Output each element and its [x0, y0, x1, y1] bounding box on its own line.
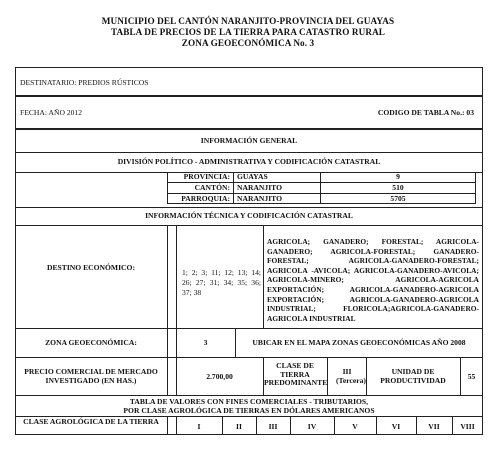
destinatario-text: DESTINATARIO: PREDIOS RÚSTICOS [20, 78, 149, 87]
clase-tierra-value: III (Tercera) [336, 367, 366, 385]
provincia-value: GUAYAS [237, 172, 268, 181]
canton-value: NARANJITO [237, 183, 283, 192]
destino-codes: 1; 2; 3; 11; 12; 13; 14; 26; 27; 31; 34; 35; 36; 37; 38 [182, 268, 261, 297]
title-municipio: MUNICIPIO DEL CANTÓN NARANJITO-PROVINCIA DEL GUAYAS [101, 16, 395, 26]
zona-label: ZONA GEOECONÓMICA: [45, 338, 137, 347]
parroquia-code: 5705 [390, 194, 406, 203]
clase-vii: VII [428, 422, 440, 431]
provincia-code: 9 [396, 172, 400, 181]
canton-label: CANTÓN: [194, 183, 230, 192]
canton-code: 510 [392, 183, 404, 192]
clase-vi: VI [391, 422, 401, 431]
destino-descripcion: AGRICOLA; GANADERO; FORESTAL; AGRICOLA-GANADERO; AGRICOLA-FORESTAL; GANADERO-FORESTAL; AGRICOLA-GANADERO-FORESTAL; AGRICOLA -AVICOLA; AGRICOLA-GANADERO-AVICOLA; AGRICOLA-MINERO; AGRICOLA-AGRICOLA EXPORTACIÓN; AGRICOLA-GANADERO-AGRICOLA EXPORTACIÓN; AGRICOLA-GANADERO-AGRICOLA INDUSTRIAL; FLORICOLA;AGRICOLA-GANADERO-AGRICOLA INDUSTRIAL [267, 237, 479, 323]
parroquia-label: PARROQUIA: [181, 194, 230, 203]
tabla-valores-line1: TABLA DE VALORES CON FINES COMERCIALES - TRIBUTARIOS, [129, 397, 369, 406]
precio-value: 2.700,00 [206, 372, 233, 381]
clase-v: V [352, 422, 358, 431]
clase-agrologica-label: CLASE AGROLÓGICA DE LA TIERRA [23, 417, 159, 426]
clase-ii: II [236, 422, 242, 431]
fecha-row [15, 96, 483, 129]
unidad-productividad-label: UNIDAD DE PRODUCTIVIDAD [380, 367, 446, 385]
clase-tierra-label: CLASE DE TIERRA PREDOMINANTE [264, 361, 328, 387]
title-tabla: TABLA DE PRECIOS DE LA TIERRA PARA CATASTRO RURAL [110, 27, 386, 37]
division-heading: DIVISIÓN POLÍTICO - ADMINISTRATIVA Y CODIFICACIÓN CATASTRAL [117, 157, 381, 166]
clase-i: I [197, 422, 201, 431]
parroquia-value: NARANJITO [237, 194, 283, 203]
precio-label: PRECIO COMERCIAL DE MERCADO INVESTIGADO (EN HAS.) [24, 367, 158, 385]
info-general-heading: INFORMACIÓN GENERAL [200, 136, 298, 145]
tabla-valores-line2: POR CLASE AGROLÓGICA DE TIERRAS EN DÓLARES AMERICANOS [123, 406, 375, 415]
clase-iii: III [268, 422, 278, 431]
title-zona: ZONA GEOECONÓMICA No. 3 [181, 38, 315, 48]
clase-viii: VIII [460, 422, 475, 431]
ubicar-mapa: UBICAR EN EL MAPA ZONAS GEOECONÓMICAS AÑO 2008 [252, 338, 466, 347]
provincia-label: PROVINCIA: [183, 172, 230, 181]
clase-iv: IV [307, 422, 317, 431]
fecha-text: FECHA: AÑO 2012 [20, 108, 83, 117]
zona-value: 3 [203, 338, 208, 347]
info-tecnica-heading: INFORMACIÓN TÉCNICA Y CODIFICACIÓN CATASTRAL [145, 211, 353, 220]
codigo-tabla: CODIGO DE TABLA No.: 03 [377, 108, 474, 117]
destinatario-row [15, 67, 483, 96]
destino-label: DESTINO ECONÓMICO: [47, 263, 135, 272]
unidad-productividad-value: 55 [467, 372, 476, 381]
